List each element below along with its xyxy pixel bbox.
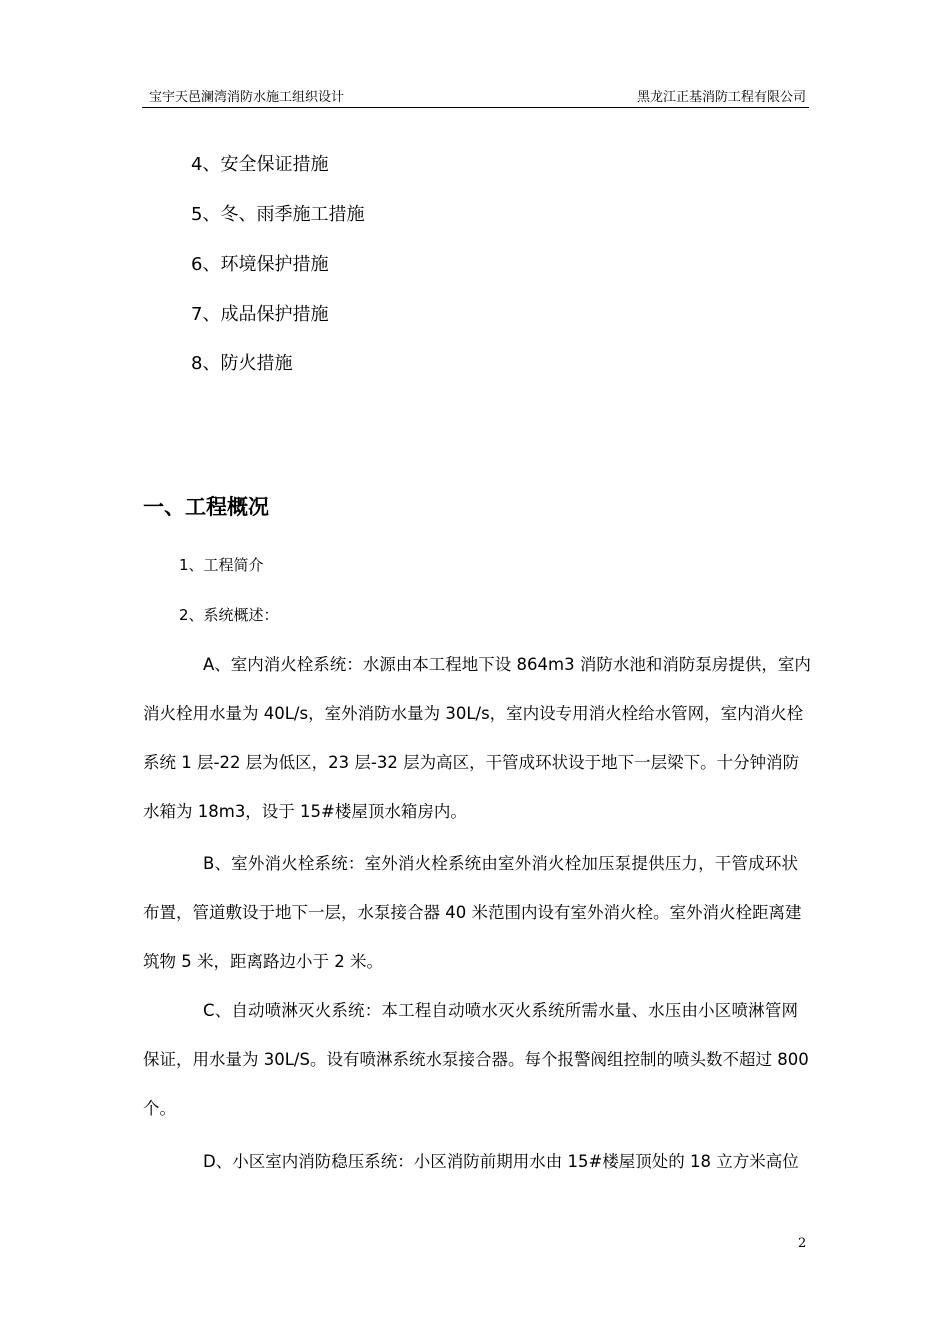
- toc-item-environment: 6、环境保护措施: [191, 254, 329, 275]
- paragraph-line: 筑物 5 米，距离路边小于 2 米。: [143, 952, 383, 971]
- paragraph-line: 个。: [143, 1099, 176, 1118]
- paragraph-line: B、室外消火栓系统：室外消火栓系统由室外消火栓加压泵提供压力，干管成环状: [203, 854, 798, 873]
- paragraph-line: 系统 1 层-22 层为低区，23 层-32 层为高区，干管成环状设于地下一层梁下。十分钟消防: [143, 753, 800, 772]
- paragraph-line: D、小区室内消防稳压系统：小区消防前期用水由 15#楼屋顶处的 18 立方米高位: [203, 1152, 799, 1171]
- page-number: 2: [798, 1236, 807, 1251]
- paragraph-line: C、自动喷淋灭火系统：本工程自动喷水灭火系统所需水量、水压由小区喷淋管网: [203, 1001, 798, 1020]
- page-header: [142, 90, 808, 106]
- section-heading: 一、工程概况: [143, 495, 269, 519]
- paragraph-line: A、室内消火栓系统：水源由本工程地下设 864m3 消防水池和消防泵房提供，室内: [203, 655, 811, 674]
- toc-item-product-protection: 7、成品保护措施: [191, 304, 329, 325]
- header-document-title: 宝宇天邑澜湾消防水施工组织设计: [149, 90, 345, 105]
- header-divider: [142, 107, 809, 108]
- toc-item-fire-prevention: 8、防火措施: [191, 353, 293, 374]
- subsection-system-overview: 2、系统概述：: [179, 606, 279, 624]
- paragraph-line: 布置，管道敷设于地下一层，水泵接合器 40 米范围内设有室外消火栓。室外消火栓距离建: [143, 903, 802, 922]
- paragraph-line: 消火栓用水量为 40L/s，室外消防水量为 30L/s，室内设专用消火栓给水管网，室内消火栓: [143, 704, 804, 723]
- subsection-project-intro: 1、工程简介: [179, 556, 264, 574]
- toc-item-winter-rainy: 5、冬、雨季施工措施: [191, 204, 365, 225]
- paragraph-line: 保证，用水量为 30L/S。设有喷淋系统水泵接合器。每个报警阀组控制的喷头数不超过 800: [143, 1050, 809, 1069]
- paragraph-line: 水箱为 18m3，设于 15#楼屋顶水箱房内。: [143, 802, 467, 821]
- toc-item-safety: 4、安全保证措施: [191, 154, 329, 175]
- header-company-name: 黑龙江正基消防工程有限公司: [636, 90, 806, 105]
